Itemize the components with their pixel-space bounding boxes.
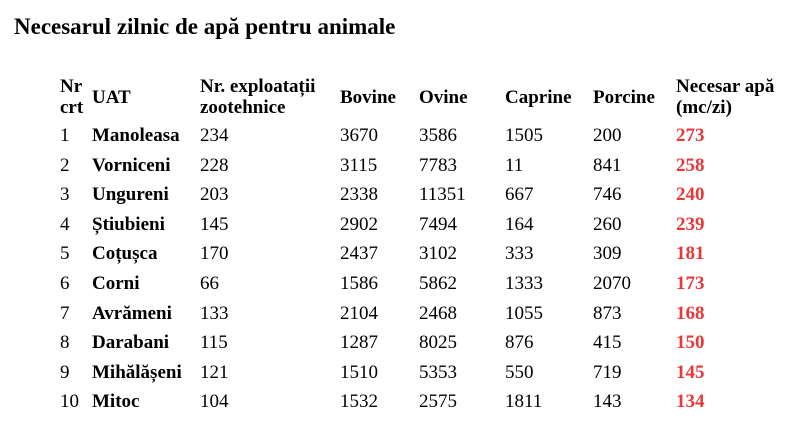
cell-caprine: 550: [505, 361, 534, 383]
cell-bovine: 1287: [340, 332, 378, 354]
table-row: [58, 210, 794, 240]
cell-bovine: 1510: [340, 361, 378, 383]
cell-porcine: 746: [593, 184, 622, 206]
cell-nr: 5: [60, 243, 70, 265]
header-line: Necesar apă: [676, 76, 775, 97]
cell-exploatatii: 234: [200, 125, 229, 146]
cell-uat: Mihălășeni: [92, 361, 182, 383]
cell-uat: Corni: [92, 272, 140, 294]
cell-nr: 10: [60, 391, 79, 413]
cell-nr: 3: [60, 184, 70, 206]
cell-necesar-apa: 181: [676, 243, 705, 265]
header-line: Nr. exploatații: [200, 76, 316, 97]
cell-ovine: 3586: [419, 125, 457, 146]
cell-porcine: 2070: [593, 272, 631, 294]
cell-caprine: 1055: [505, 302, 543, 324]
cell-exploatatii: 104: [200, 391, 229, 413]
cell-bovine: 3670: [340, 125, 378, 146]
cell-necesar-apa: 239: [676, 213, 705, 235]
cell-bovine: 2437: [340, 243, 378, 265]
header-line: Bovine: [340, 86, 396, 108]
cell-necesar-apa: 173: [676, 272, 705, 294]
table-row: [58, 239, 794, 269]
cell-caprine: 164: [505, 213, 534, 235]
cell-necesar-apa: 145: [676, 361, 705, 383]
cell-ovine: 3102: [419, 243, 457, 265]
cell-porcine: 873: [593, 302, 622, 324]
cell-uat: Ungureni: [92, 184, 169, 206]
cell-nr: 8: [60, 332, 70, 354]
header-line: crt: [60, 97, 84, 118]
cell-necesar-apa: 240: [676, 184, 705, 206]
cell-uat: Vorniceni: [92, 154, 171, 176]
header-line: zootehnice: [200, 97, 286, 118]
cell-porcine: 309: [593, 243, 622, 265]
table-row: [58, 328, 794, 358]
header-line: Ovine: [419, 86, 468, 108]
table-row: [58, 180, 794, 210]
header-line: Porcine: [593, 86, 655, 108]
table-row: [58, 358, 794, 388]
cell-necesar-apa: 258: [676, 154, 705, 176]
header-nr-crt: [58, 73, 90, 121]
cell-uat: Coțușca: [92, 243, 158, 265]
cell-ovine: 2468: [419, 302, 457, 324]
table-row: [58, 299, 794, 329]
cell-nr: 4: [60, 213, 70, 235]
cell-bovine: 1532: [340, 391, 378, 413]
cell-necesar-apa: 273: [676, 125, 705, 146]
cell-uat: Darabani: [92, 332, 170, 354]
header-porcine: [591, 73, 674, 121]
cell-uat: Manoleasa: [92, 125, 180, 146]
header-line: Nr: [60, 76, 83, 97]
table-row: [58, 151, 794, 181]
cell-ovine: 8025: [419, 332, 457, 354]
cell-porcine: 415: [593, 332, 622, 354]
cell-exploatatii: 66: [200, 272, 219, 294]
cell-caprine: 1505: [505, 125, 543, 146]
page-title: Necesarul zilnic de apă pentru animale: [14, 14, 396, 39]
cell-porcine: 260: [593, 213, 622, 235]
cell-necesar-apa: 134: [676, 391, 705, 413]
cell-ovine: 2575: [419, 391, 457, 413]
cell-caprine: 333: [505, 243, 534, 265]
cell-bovine: 2338: [340, 184, 378, 206]
cell-ovine: 5862: [419, 272, 457, 294]
table-header-row: [58, 73, 794, 121]
cell-nr: 7: [60, 302, 70, 324]
cell-uat: Avrămeni: [92, 302, 172, 324]
cell-bovine: 3115: [340, 154, 378, 176]
cell-ovine: 11351: [419, 184, 466, 206]
cell-caprine: 1333: [505, 272, 543, 294]
table-row: [58, 387, 794, 417]
cell-ovine: 7494: [419, 213, 457, 235]
cell-porcine: 200: [593, 125, 622, 146]
cell-nr: 1: [60, 125, 70, 146]
water-demand-table: [58, 73, 794, 417]
cell-bovine: 2104: [340, 302, 378, 324]
header-ovine: [417, 73, 503, 121]
cell-uat: Mitoc: [92, 391, 140, 413]
cell-exploatatii: 115: [200, 332, 228, 354]
table-body: [58, 121, 794, 417]
header-uat: [90, 73, 198, 121]
header-line: (mc/zi): [676, 97, 732, 118]
cell-exploatatii: 170: [200, 243, 229, 265]
cell-bovine: 2902: [340, 213, 378, 235]
table-row: [58, 269, 794, 299]
cell-exploatatii: 145: [200, 213, 229, 235]
cell-nr: 2: [60, 154, 70, 176]
cell-nr: 9: [60, 361, 70, 383]
cell-necesar-apa: 150: [676, 332, 705, 354]
cell-bovine: 1586: [340, 272, 378, 294]
cell-nr: 6: [60, 272, 70, 294]
cell-ovine: 5353: [419, 361, 457, 383]
cell-exploatatii: 133: [200, 302, 229, 324]
cell-caprine: 1811: [505, 391, 543, 413]
header-necesar-apa: [674, 73, 794, 121]
cell-caprine: 876: [505, 332, 534, 354]
cell-necesar-apa: 168: [676, 302, 705, 324]
header-line: UAT: [92, 86, 131, 108]
cell-porcine: 841: [593, 154, 622, 176]
cell-uat: Știubieni: [92, 213, 165, 235]
table-row: [58, 121, 794, 151]
cell-exploatatii: 228: [200, 154, 229, 176]
cell-exploatatii: 121: [200, 361, 229, 383]
cell-exploatatii: 203: [200, 184, 229, 206]
cell-ovine: 7783: [419, 154, 457, 176]
header-line: Caprine: [505, 86, 572, 108]
cell-caprine: 11: [505, 154, 524, 176]
cell-porcine: 719: [593, 361, 622, 383]
header-bovine: [338, 73, 417, 121]
header-caprine: [503, 73, 591, 121]
cell-caprine: 667: [505, 184, 534, 206]
header-exploatatii: [198, 73, 338, 121]
cell-porcine: 143: [593, 391, 622, 413]
